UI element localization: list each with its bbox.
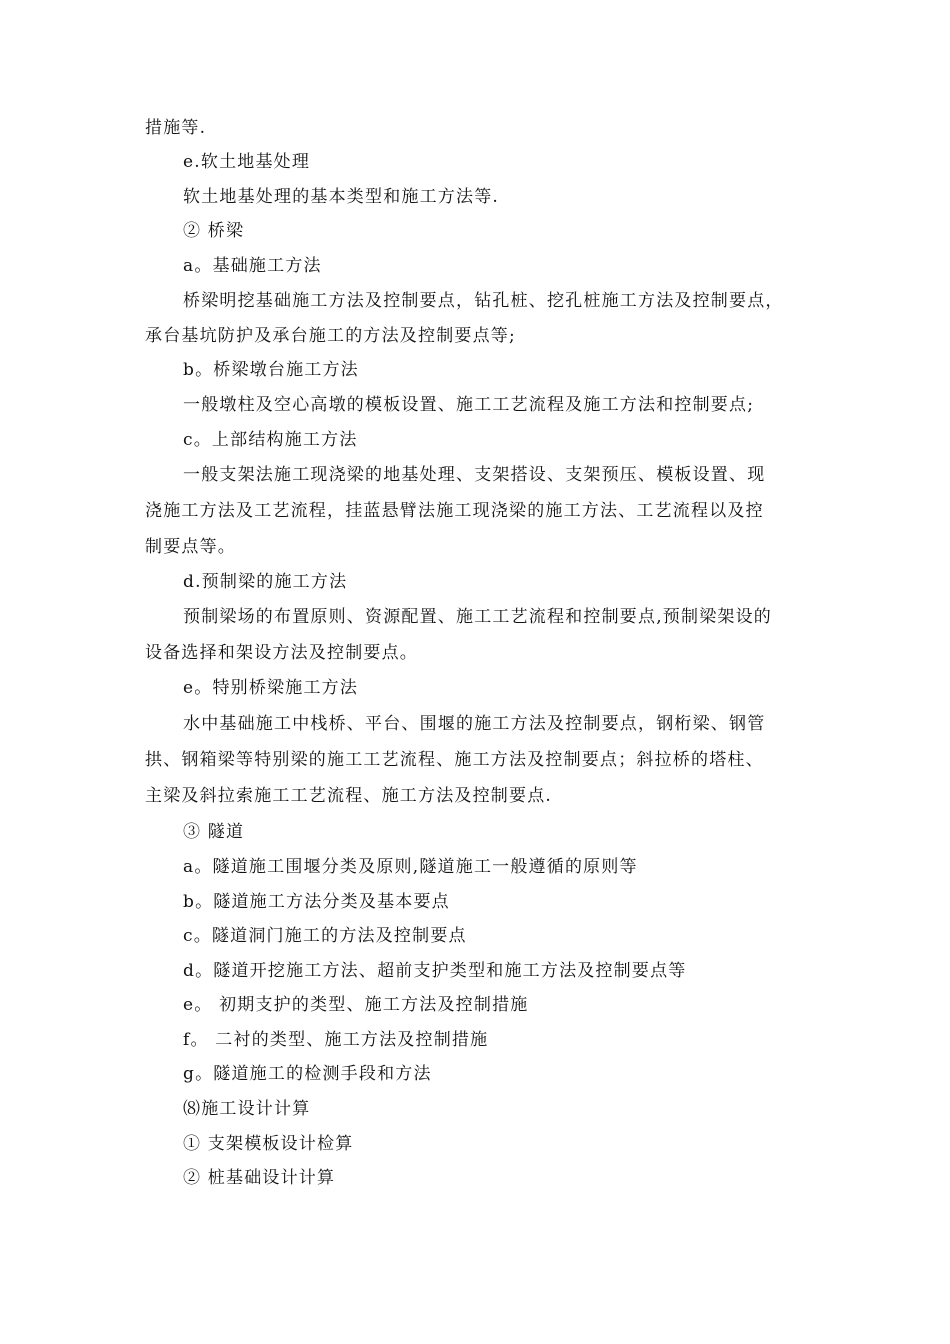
list-item-tunnel-f: f。 二衬的类型、施工方法及控制措施 (183, 1030, 489, 1050)
text-line-special-2: 拱、钢箱梁等特别梁的施工工艺流程、施工方法及控制要点；斜拉桥的塔柱、 (145, 750, 764, 770)
text-line-soft-soil-desc: 软土地基处理的基本类型和施工方法等. (183, 187, 500, 207)
section-heading-bridge: ② 桥梁 (183, 221, 245, 241)
list-item-tunnel-a: a。隧道施工围堰分类及原则,隧道施工一般遵循的原则等 (183, 857, 638, 877)
list-item-formwork-check: ① 支架模板设计检算 (183, 1134, 354, 1154)
heading-superstructure: c。上部结构施工方法 (183, 430, 358, 450)
section-heading-design-calc: ⑻施工设计计算 (183, 1099, 311, 1119)
text-line-foundation-1: 桥梁明挖基础施工方法及控制要点，钻孔桩、挖孔桩施工方法及控制要点， (183, 291, 784, 311)
list-item-pile-calc: ② 桩基础设计计算 (183, 1168, 336, 1188)
list-item-tunnel-d: d。隧道开挖施工方法、超前支护类型和施工方法及控制要点等 (183, 961, 687, 981)
text-line-foundation-2: 承台基坑防护及承台施工的方法及控制要点等; (145, 326, 516, 346)
list-item-tunnel-g: g。隧道施工的检测手段和方法 (183, 1064, 432, 1084)
heading-foundation-method: a。基础施工方法 (183, 256, 322, 276)
text-line-cuoshi: 措施等. (145, 118, 207, 138)
text-line-special-1: 水中基础施工中栈桥、平台、围堰的施工方法及控制要点，钢桁梁、钢管 (183, 714, 766, 734)
text-line-superstructure-1: 一般支架法施工现浇梁的地基处理、支架搭设、支架预压、模板设置、现 (183, 465, 766, 485)
text-line-special-3: 主梁及斜拉索施工工艺流程、施工方法及控制要点. (145, 786, 553, 806)
list-item-tunnel-b: b。隧道施工方法分类及基本要点 (183, 892, 450, 912)
text-line-precast-2: 设备选择和架设方法及控制要点。 (145, 643, 418, 663)
text-line-precast-1: 预制梁场的布置原则、资源配置、施工工艺流程和控制要点,预制梁架设的 (183, 607, 773, 627)
text-line-superstructure-2: 浇施工方法及工艺流程，挂蓝悬臂法施工现浇梁的施工方法、工艺流程以及控 (145, 501, 764, 521)
heading-pier-method: b。桥梁墩台施工方法 (183, 360, 359, 380)
text-line-superstructure-3: 制要点等。 (145, 537, 236, 557)
section-heading-tunnel: ③ 隧道 (183, 822, 245, 842)
heading-soft-soil: e.软土地基处理 (183, 152, 311, 172)
heading-precast-beam: d.预制梁的施工方法 (183, 572, 348, 592)
list-item-tunnel-c: c。隧道洞门施工的方法及控制要点 (183, 926, 467, 946)
list-item-tunnel-e: e。 初期支护的类型、施工方法及控制措施 (183, 995, 529, 1015)
heading-special-bridge: e。特别桥梁施工方法 (183, 678, 359, 698)
text-line-pier: 一般墩柱及空心高墩的模板设置、施工工艺流程及施工方法和控制要点; (183, 395, 755, 415)
